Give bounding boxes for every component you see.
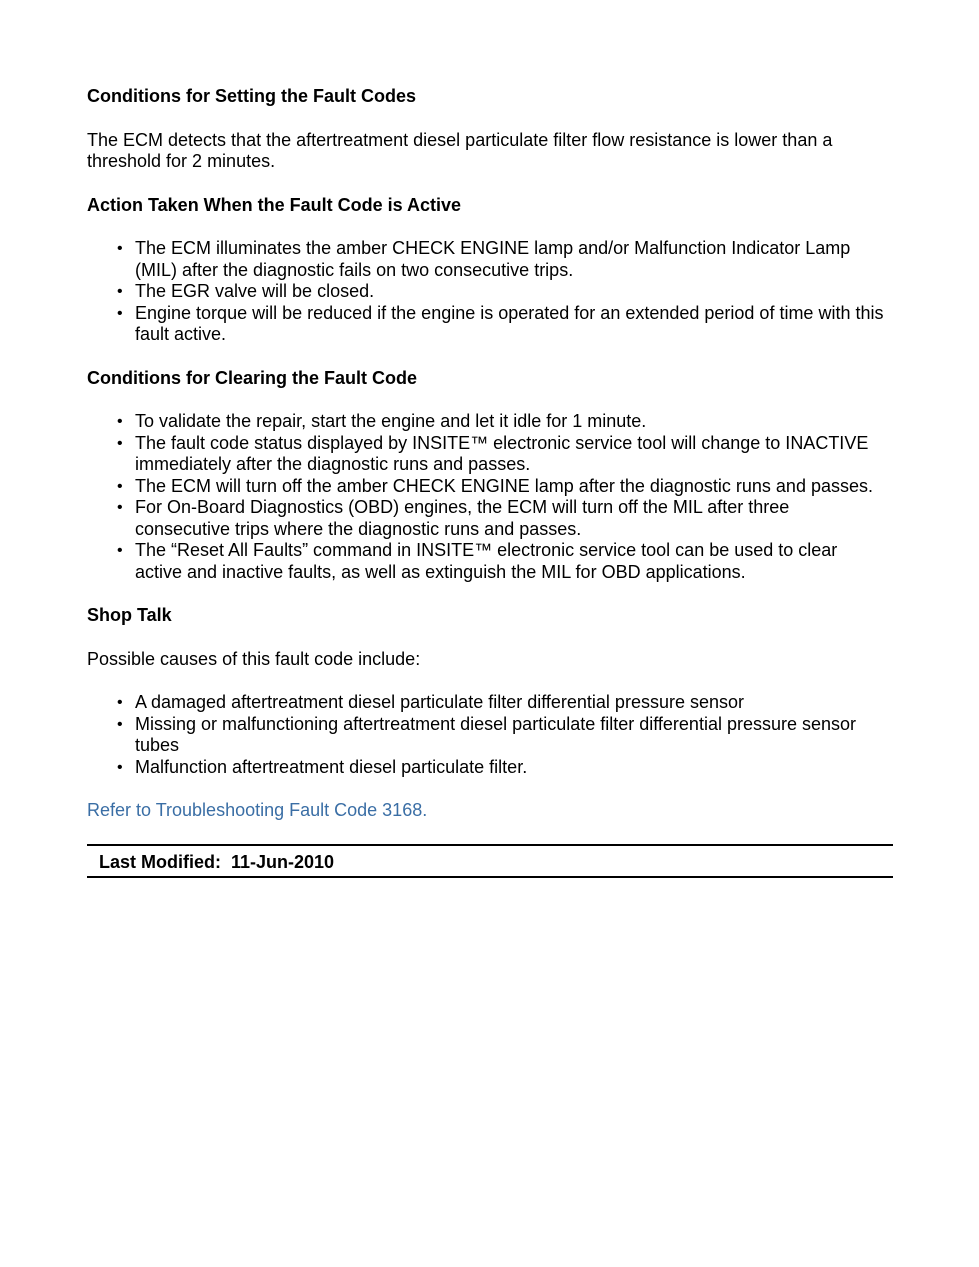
bullet-icon: • [117, 715, 123, 733]
list-item: • Malfunction aftertreatment diesel particulate filter. [117, 756, 528, 777]
list-item: • For On-Board Diagnostics (OBD) engines, the ECM will turn off the MIL after three consecutive trips where the diagnostic runs and passes. [117, 497, 790, 539]
list-item: • The ECM will turn off the amber CHECK ENGINE lamp after the diagnostic runs and passes. [117, 475, 873, 496]
setting-heading: Conditions for Setting the Fault Codes [87, 86, 416, 106]
clearing-heading: Conditions for Clearing the Fault Code [87, 367, 417, 388]
list-item: • Missing or malfunctioning aftertreatment diesel particulate filter differential pressure sensor tubes [117, 713, 857, 755]
bullet-icon: • [117, 304, 123, 322]
action-heading: Action Taken When the Fault Code is Active [87, 194, 462, 215]
setting-body: The ECM detects that the aftertreatment diesel particulate filter flow resistance is lower than a threshold for 2 minutes. [87, 129, 833, 171]
bullet-icon: • [117, 240, 123, 257]
last-modified: Last Modified: 11-Jun-2010 [99, 851, 335, 872]
list-item: • The EGR valve will be closed. [117, 281, 375, 301]
bullet-icon: • [117, 542, 123, 559]
clearing-list [87, 411, 893, 583]
action-list [87, 238, 893, 346]
causes-list [87, 692, 893, 778]
bullet-icon: • [117, 694, 123, 711]
list-item: • To validate the repair, start the engine and let it idle for 1 minute. [117, 411, 647, 431]
troubleshooting-link[interactable]: Refer to Troubleshooting Fault Code 3168. [87, 800, 428, 820]
bullet-icon: • [117, 499, 123, 516]
bullet-icon: • [117, 413, 123, 430]
bullet-icon: • [117, 477, 123, 495]
list-item: • A damaged aftertreatment diesel particulate filter differential pressure sensor [117, 692, 744, 712]
footer-bar [87, 844, 893, 878]
shop-talk-intro: Possible causes of this fault code include: [87, 648, 421, 669]
list-item: • Engine torque will be reduced if the engine is operated for an extended period of time with this fault active. [117, 302, 884, 344]
shop-talk-heading: Shop Talk [87, 605, 172, 625]
bullet-icon: • [117, 758, 123, 776]
list-item: • The “Reset All Faults” command in INSITE™ electronic service tool can be used to clear active and inactive faults, as well as extinguish the MIL for OBD applications. [117, 540, 838, 582]
bullet-icon: • [117, 434, 123, 452]
document-page [87, 86, 893, 878]
list-item: • The fault code status displayed by INSITE™ electronic service tool will change to INACTIVE immediately after the diagnostic runs and passes. [117, 432, 869, 474]
list-item: • The ECM illuminates the amber CHECK ENGINE lamp and/or Malfunction Indicator Lamp (MIL) after the diagnostic fails on two consecutive trips. [117, 238, 851, 280]
bullet-icon: • [117, 283, 123, 300]
